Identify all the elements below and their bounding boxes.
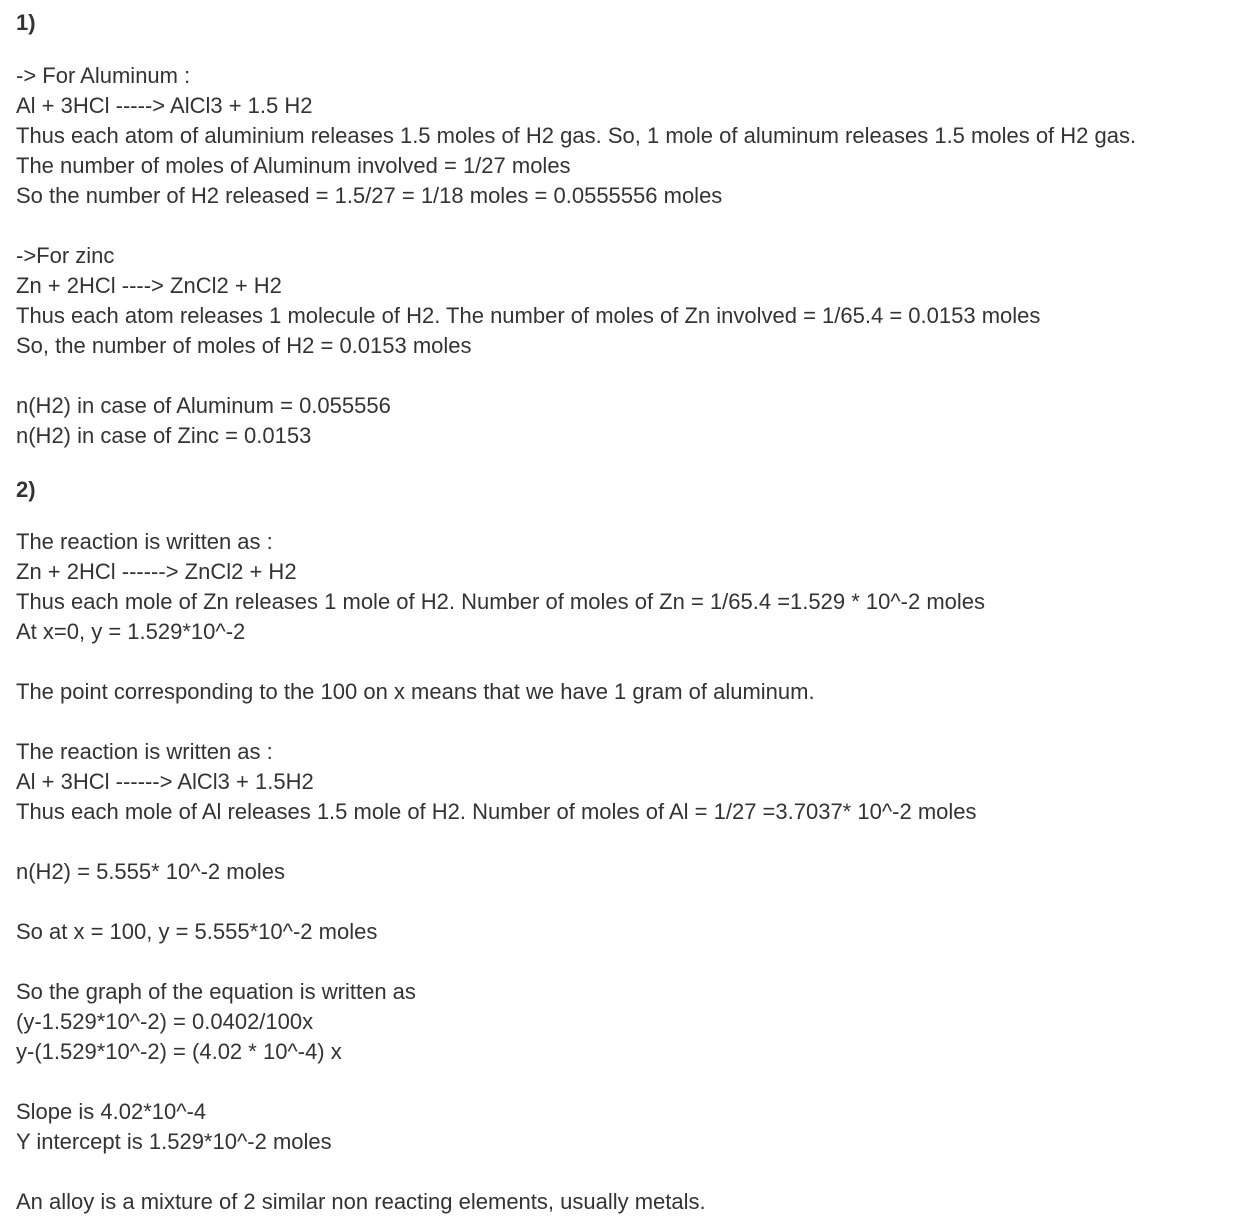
section1-heading: 1) <box>16 10 36 35</box>
zn-reaction-intro: The reaction is written as : <box>16 529 273 554</box>
zinc-title: ->For zinc <box>16 243 115 268</box>
zn-reaction-equation: Zn + 2HCl ------> ZnCl2 + H2 <box>16 559 297 584</box>
n-h2: n(H2) = 5.555* 10^-2 moles <box>16 859 285 884</box>
zinc-equation: Zn + 2HCl ----> ZnCl2 + H2 <box>16 273 282 298</box>
intercept: Y intercept is 1.529*10^-2 moles <box>16 1129 332 1154</box>
al-reaction-equation: Al + 3HCl ------> AlCl3 + 1.5H2 <box>16 769 314 794</box>
aluminum-line2: The number of moles of Aluminum involved = 1/27 moles <box>16 153 571 178</box>
aluminum-title: -> For Aluminum : <box>16 63 191 88</box>
summary-aluminum: n(H2) in case of Aluminum = 0.055556 <box>16 393 391 418</box>
al-point: So at x = 100, y = 5.555*10^-2 moles <box>16 919 378 944</box>
aluminum-equation: Al + 3HCl -----> AlCl3 + 1.5 H2 <box>16 93 313 118</box>
aluminum-line1: Thus each atom of aluminium releases 1.5 moles of H2 gas. So, 1 mole of aluminum releases 1.5 moles of H2 gas. <box>16 123 1137 148</box>
zn-moles: Thus each mole of Zn releases 1 mole of H2. Number of moles of Zn = 1/65.4 =1.529 * 10^-2 moles <box>16 589 986 614</box>
zinc-line2: So, the number of moles of H2 = 0.0153 moles <box>16 333 472 358</box>
alloy-note: An alloy is a mixture of 2 similar non reacting elements, usually metals. <box>16 1189 706 1214</box>
graph-equation-2: y-(1.529*10^-2) = (4.02 * 10^-4) x <box>16 1039 342 1064</box>
graph-equation-1: (y-1.529*10^-2) = 0.0402/100x <box>16 1009 314 1034</box>
al-reaction-intro: The reaction is written as : <box>16 739 273 764</box>
al-moles: Thus each mole of Al releases 1.5 mole of H2. Number of moles of Al = 1/27 =3.7037* 10^-2 moles <box>16 799 977 824</box>
graph-intro: So the graph of the equation is written as <box>16 979 416 1004</box>
point-note: The point corresponding to the 100 on x means that we have 1 gram of aluminum. <box>16 679 815 704</box>
zn-point: At x=0, y = 1.529*10^-2 <box>16 619 246 644</box>
aluminum-line3: So the number of H2 released = 1.5/27 = 1/18 moles = 0.0555556 moles <box>16 183 723 208</box>
section2-heading: 2) <box>16 477 36 502</box>
slope: Slope is 4.02*10^-4 <box>16 1099 207 1124</box>
zinc-line1: Thus each atom releases 1 molecule of H2. The number of moles of Zn involved = 1/65.4 = 0.0153 moles <box>16 303 1041 328</box>
summary-zinc: n(H2) in case of Zinc = 0.0153 <box>16 423 312 448</box>
